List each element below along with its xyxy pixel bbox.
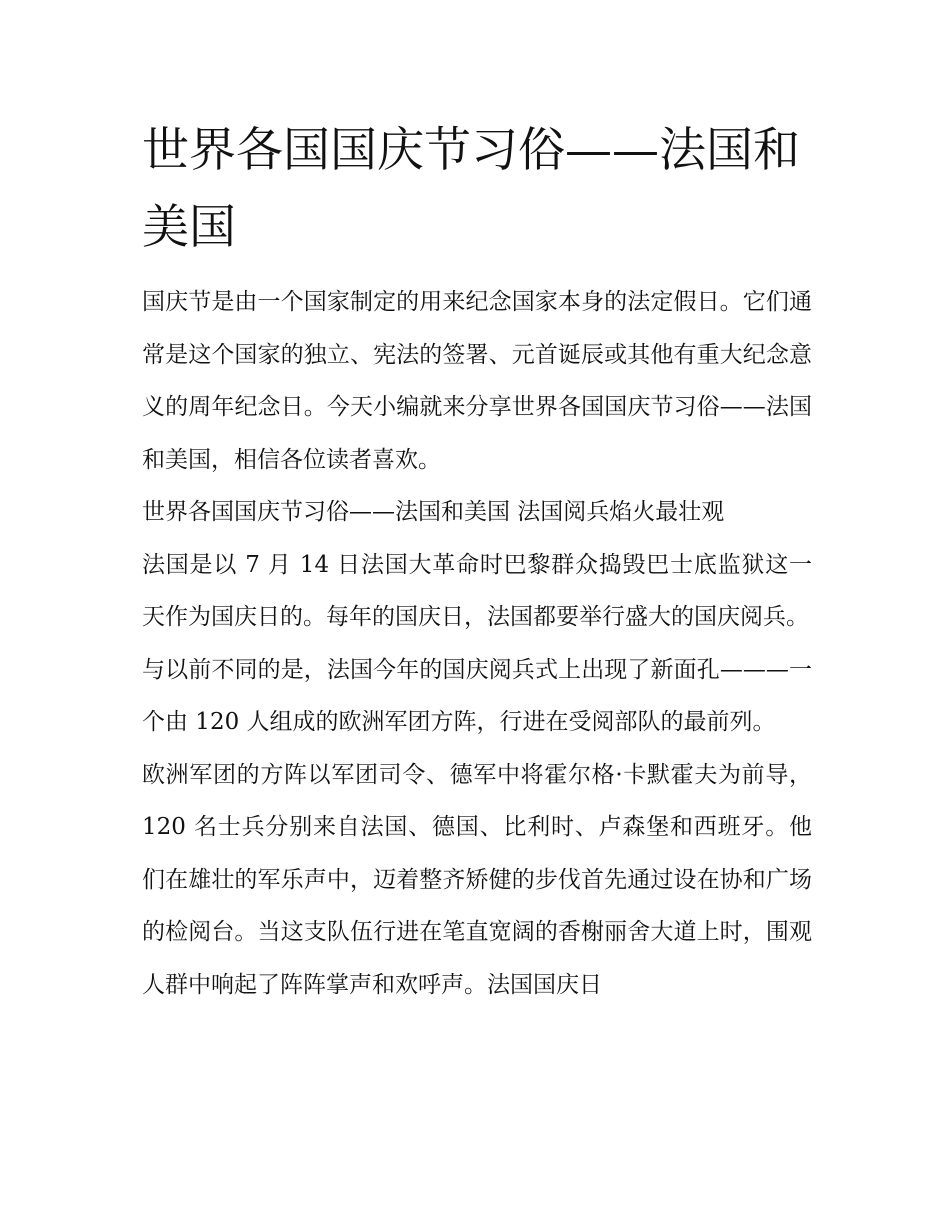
paragraph-eurocorps: 欧洲军团的方阵以军团司令、德军中将霍尔格·卡默霍夫为前导，120 名士兵分别来自法国、德国、比利时、卢森堡和西班牙。他们在雄壮的军乐声中，迈着整齐矫健的步伐首先通过设在协和广场的检阅台。当这支队伍行进在笔直宽阔的香榭丽舍大道上时，围观人群中响起了阵阵掌声和欢呼声。法国国庆日 [142, 761, 812, 998]
document-body [142, 276, 812, 1011]
paragraph-france-national-day: 法国是以 7 月 14 日法国大革命时巴黎群众捣毁巴士底监狱这一天作为国庆日的。每年的国庆日，法国都要举行盛大的国庆阅兵。 [142, 551, 812, 630]
paragraph-new-faces: 与以前不同的是，法国今年的国庆阅兵式上出现了新面孔———一个由 120 人组成的欧洲军团方阵，行进在受阅部队的最前列。 [142, 656, 812, 735]
paragraph-intro: 国庆节是由一个国家制定的用来纪念国家本身的法定假日。它们通常是这个国家的独立、宪法的签署、元首诞辰或其他有重大纪念意义的周年纪念日。今天小编就来分享世界各国国庆节习俗——法国和美国，相信各位读者喜欢。 [142, 289, 812, 473]
paragraph-subheading: 世界各国国庆节习俗——法国和美国 法国阅兵焰火最壮观 [142, 499, 725, 525]
document-content [142, 112, 812, 1011]
document-title: 世界各国国庆节习俗——法国和美国 [142, 123, 800, 255]
